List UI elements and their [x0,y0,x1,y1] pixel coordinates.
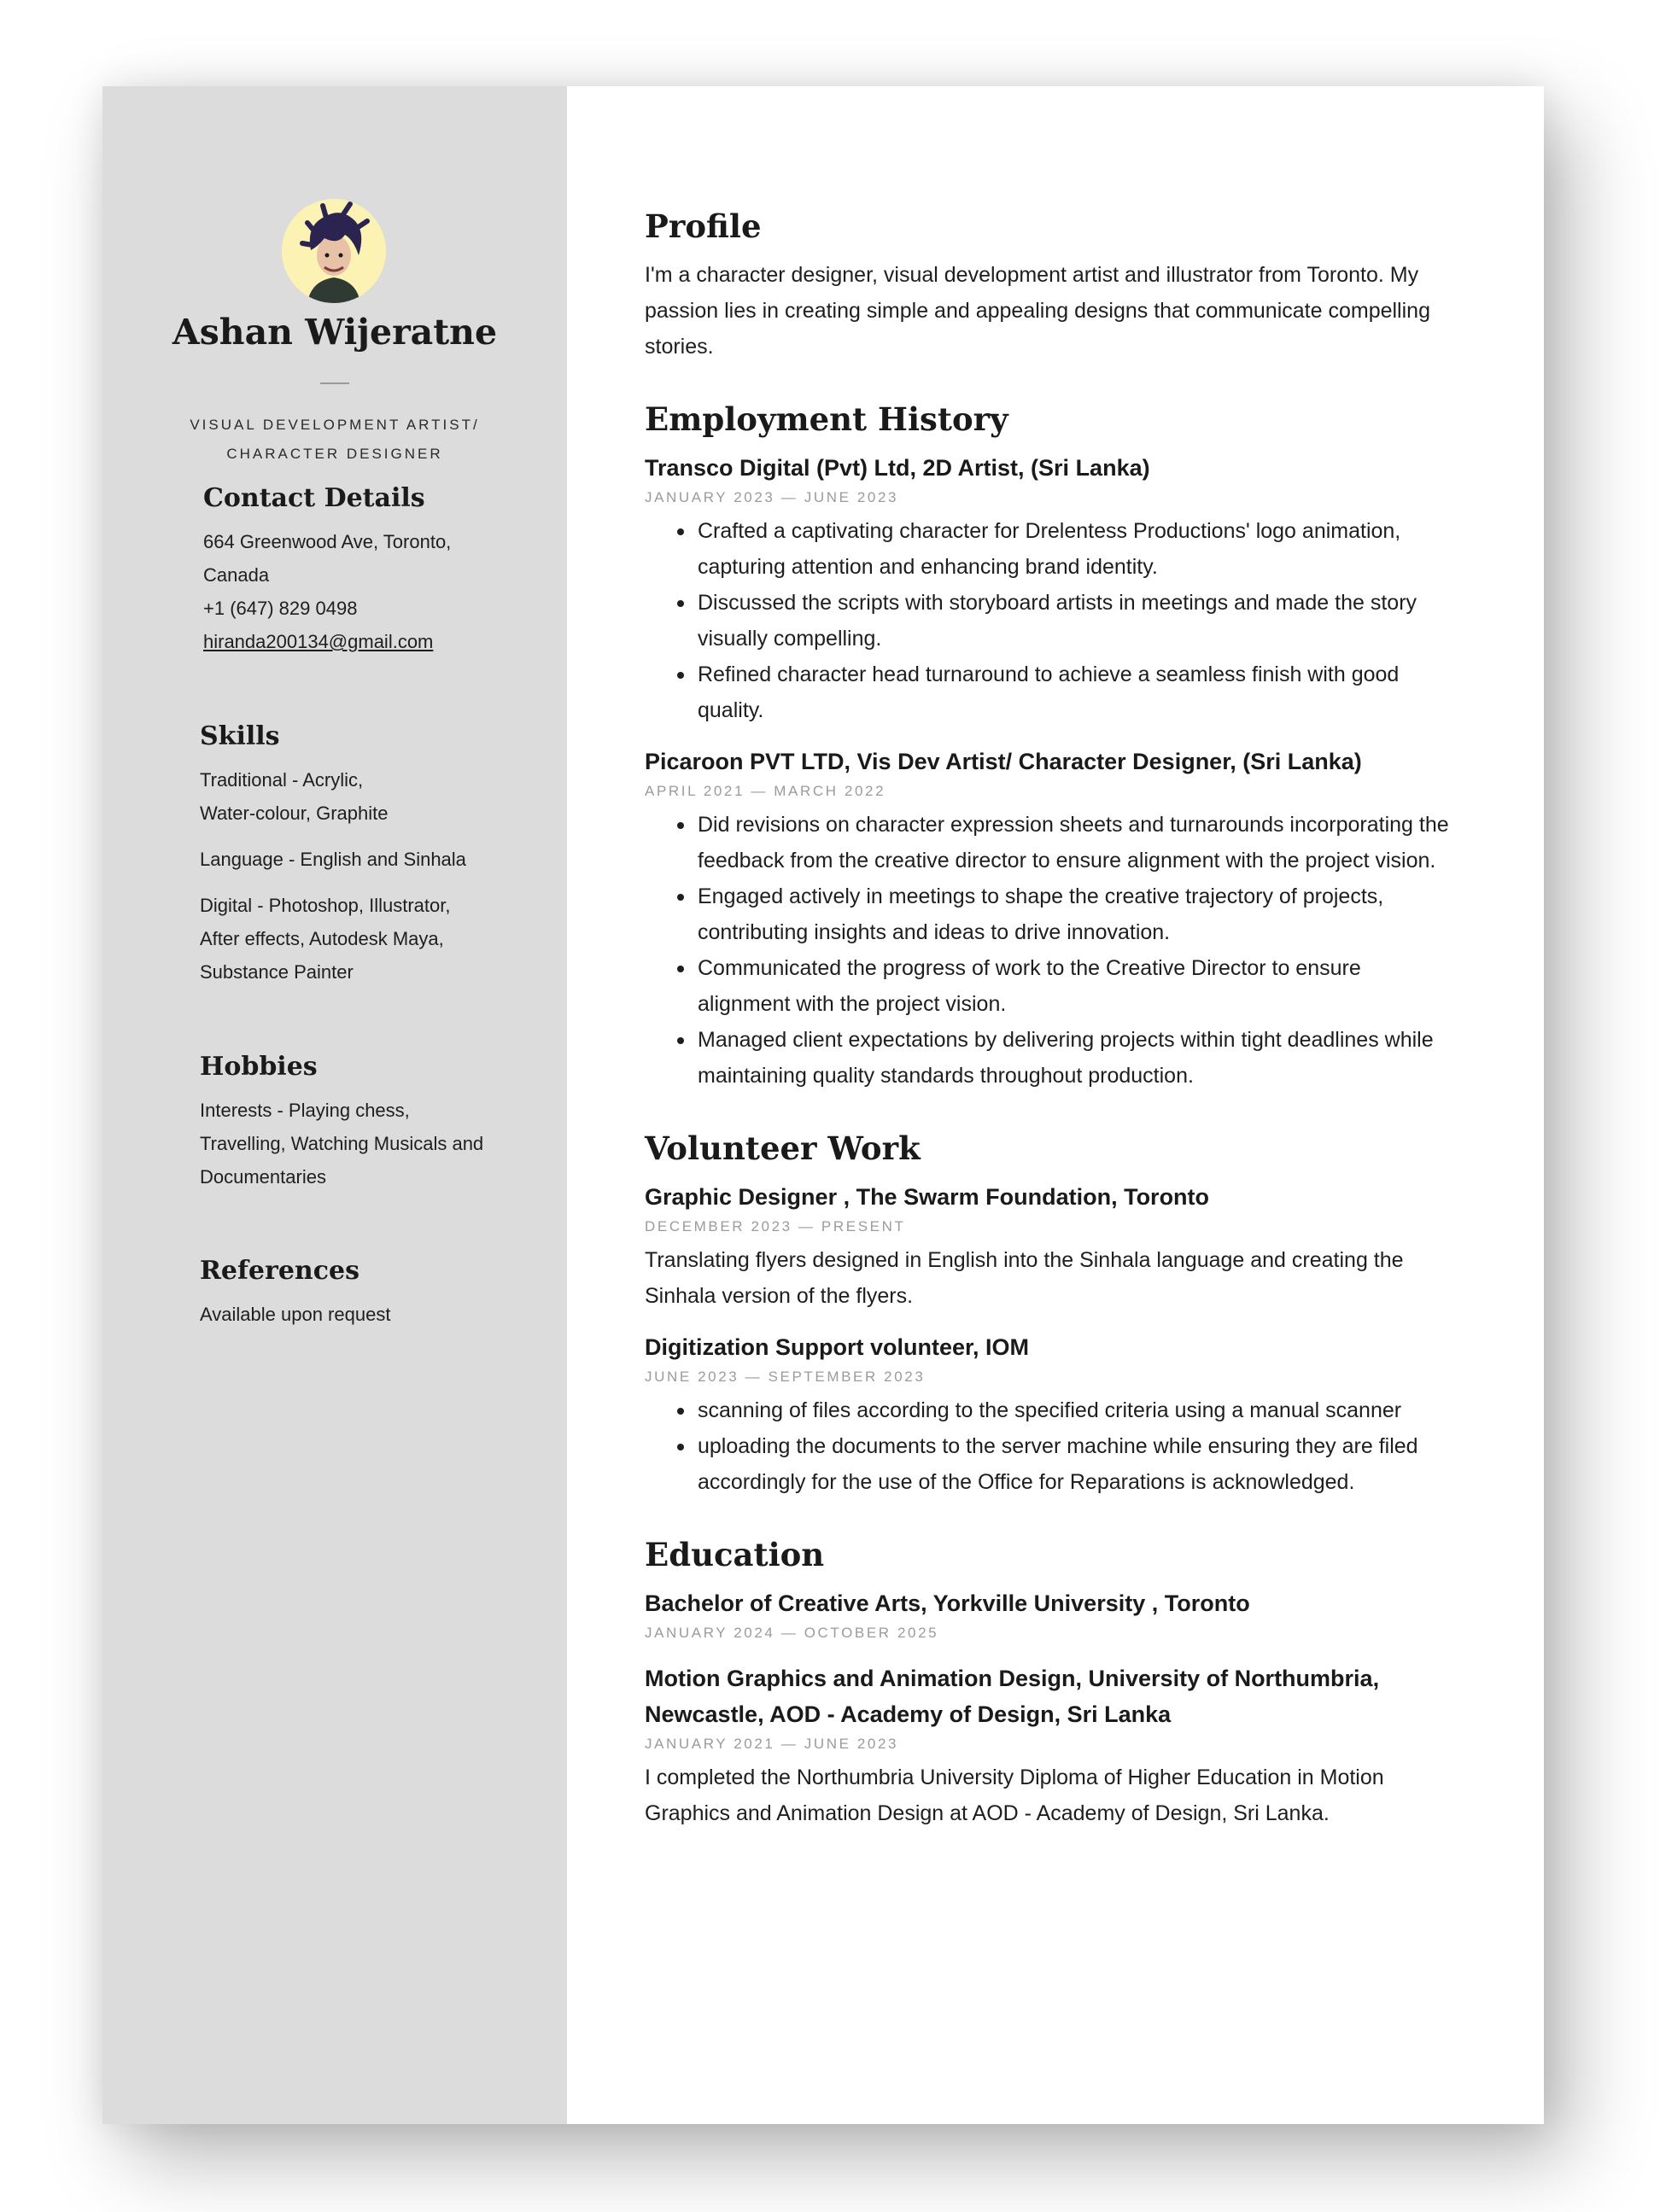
bullet-line: capturing attention and enhancing brand identity. [698,555,1158,579]
education-entry [645,1660,1467,1831]
profile-line: stories. [645,335,714,359]
volunteer-section [645,1128,1467,1500]
skill-item [200,843,541,876]
skill-line: Water-colour, Graphite [200,803,389,824]
job-entry [645,744,1467,1094]
contact-section [203,483,545,658]
bullet-line: contributing insights and ideas to drive innovation. [698,920,1171,944]
list-item [675,878,1467,950]
education-date: JANUARY 2021 — JUNE 2023 [645,1736,899,1752]
contact-email [203,625,545,658]
references-heading: References [200,1256,359,1286]
job-title-line: VISUAL DEVELOPMENT ARTIST/ [190,417,480,433]
volunteer-description [645,1242,1467,1314]
skill-line: Digital - Photoshop, Illustrator, [200,895,451,916]
main-content [567,86,1544,2124]
name-divider [320,382,349,384]
skill-line: Traditional - Acrylic, [200,769,364,791]
candidate-name: Ashan Wijeratne [172,312,498,353]
description-line: Sinhala version of the flyers. [645,1284,914,1308]
list-item [675,657,1467,728]
description-line: Translating flyers designed in English into the Sinhala language and creating the [645,1248,1404,1272]
contact-phone: +1 (647) 829 0498 [203,598,358,619]
profile-line: I'm a character designer, visual development artist and illustrator from Toronto. My [645,263,1419,287]
list-item [675,1392,1467,1428]
education-description [645,1760,1467,1831]
volunteer-title: Digitization Support volunteer, IOM [645,1334,1029,1360]
hobbies-heading: Hobbies [200,1052,318,1082]
bullet-line: accordingly for the use of the Office for Reparations is acknowledged. [698,1470,1355,1494]
skills-heading: Skills [200,721,280,751]
bullet-line: alignment with the project vision. [698,992,1007,1016]
bullet-line: visually compelling. [698,627,882,651]
education-title: Bachelor of Creative Arts, Yorkville University , Toronto [645,1590,1250,1616]
skill-line: After effects, Autodesk Maya, [200,928,444,949]
list-item [675,807,1467,878]
employment-section [645,399,1467,1094]
references-section [200,1256,541,1331]
volunteer-entry [645,1329,1467,1500]
list-item [675,585,1467,657]
bullet-line: maintaining quality standards throughout production. [698,1064,1194,1088]
contact-address [203,525,545,592]
bullet-line: Crafted a captivating character for Drelentess Productions' logo animation, [698,519,1401,543]
resume-page [102,86,1544,2124]
description-line: Graphics and Animation Design at AOD - Academy of Design, Sri Lanka. [645,1801,1330,1825]
volunteer-date: JUNE 2023 — SEPTEMBER 2023 [645,1369,926,1385]
job-date: APRIL 2021 — MARCH 2022 [645,783,886,799]
education-heading: Education [645,1536,825,1573]
bullet-line: feedback from the creative director to ensure alignment with the project vision. [698,849,1436,873]
education-entry [645,1585,1467,1645]
list-item [675,1022,1467,1094]
job-entry [645,450,1467,728]
hobbies-line: Documentaries [200,1166,326,1188]
bullet-line: Managed client expectations by delivering projects within tight deadlines while [698,1028,1434,1052]
bullet-line: Did revisions on character expression sheets and turnarounds incorporating the [698,813,1449,837]
bullet-line: Refined character head turnaround to achieve a seamless finish with good [698,662,1400,686]
bullet-line: quality. [698,698,764,722]
list-item [675,950,1467,1022]
bullet-line: uploading the documents to the server machine while ensuring they are filed [698,1434,1418,1458]
job-title: Transco Digital (Pvt) Ltd, 2D Artist, (Sri Lanka) [645,455,1150,481]
job-title: Picaroon PVT LTD, Vis Dev Artist/ Character Designer, (Sri Lanka) [645,749,1362,774]
education-title: Newcastle, AOD - Academy of Design, Sri Lanka [645,1701,1172,1727]
avatar [282,199,386,303]
bullet-line: Communicated the progress of work to the Creative Director to ensure [698,956,1361,980]
job-date: JANUARY 2023 — JUNE 2023 [645,489,899,505]
education-title: Motion Graphics and Animation Design, University of Northumbria, [645,1666,1380,1691]
bullet-line: scanning of files according to the specified criteria using a manual scanner [698,1398,1402,1422]
volunteer-heading: Volunteer Work [645,1129,921,1167]
email-link[interactable]: hiranda200134@gmail.com [203,631,434,652]
skill-line: Language - English and Sinhala [200,849,466,870]
avatar-illustration-icon [282,199,386,303]
profile-line: passion lies in creating simple and appealing designs that communicate compelling [645,299,1430,323]
volunteer-entry [645,1179,1467,1314]
address-line: 664 Greenwood Ave, Toronto, [203,531,452,552]
list-item [675,513,1467,585]
job-bullets [675,513,1467,728]
profile-text [645,257,1467,365]
profile-section [645,206,1467,365]
skill-item [200,763,541,830]
volunteer-date: DECEMBER 2023 — PRESENT [645,1218,906,1234]
description-line: I completed the Northumbria University Diploma of Higher Education in Motion [645,1766,1384,1789]
skill-line: Substance Painter [200,961,354,983]
skills-section [200,721,541,1001]
job-bullets [675,807,1467,1094]
volunteer-title: Graphic Designer , The Swarm Foundation, Toronto [645,1184,1210,1210]
education-date: JANUARY 2024 — OCTOBER 2025 [645,1625,939,1641]
hobbies-section [200,1052,541,1194]
job-title-line: CHARACTER DESIGNER [226,446,443,462]
references-text: Available upon request [200,1304,391,1325]
hobbies-line: Interests - Playing chess, [200,1100,410,1121]
profile-heading: Profile [645,207,762,245]
sidebar [102,86,567,2124]
contact-heading: Contact Details [203,483,425,513]
bullet-line: Discussed the scripts with storyboard artists in meetings and made the story [698,591,1417,615]
hobbies-text [200,1094,541,1194]
address-line: Canada [203,564,270,586]
volunteer-bullets [675,1392,1467,1500]
list-item [675,1428,1467,1500]
hobbies-line: Travelling, Watching Musicals and [200,1133,484,1154]
education-section [645,1534,1467,1831]
job-title [102,411,567,469]
employment-heading: Employment History [645,400,1008,438]
skill-item [200,889,541,989]
bullet-line: Engaged actively in meetings to shape the creative trajectory of projects, [698,884,1384,908]
